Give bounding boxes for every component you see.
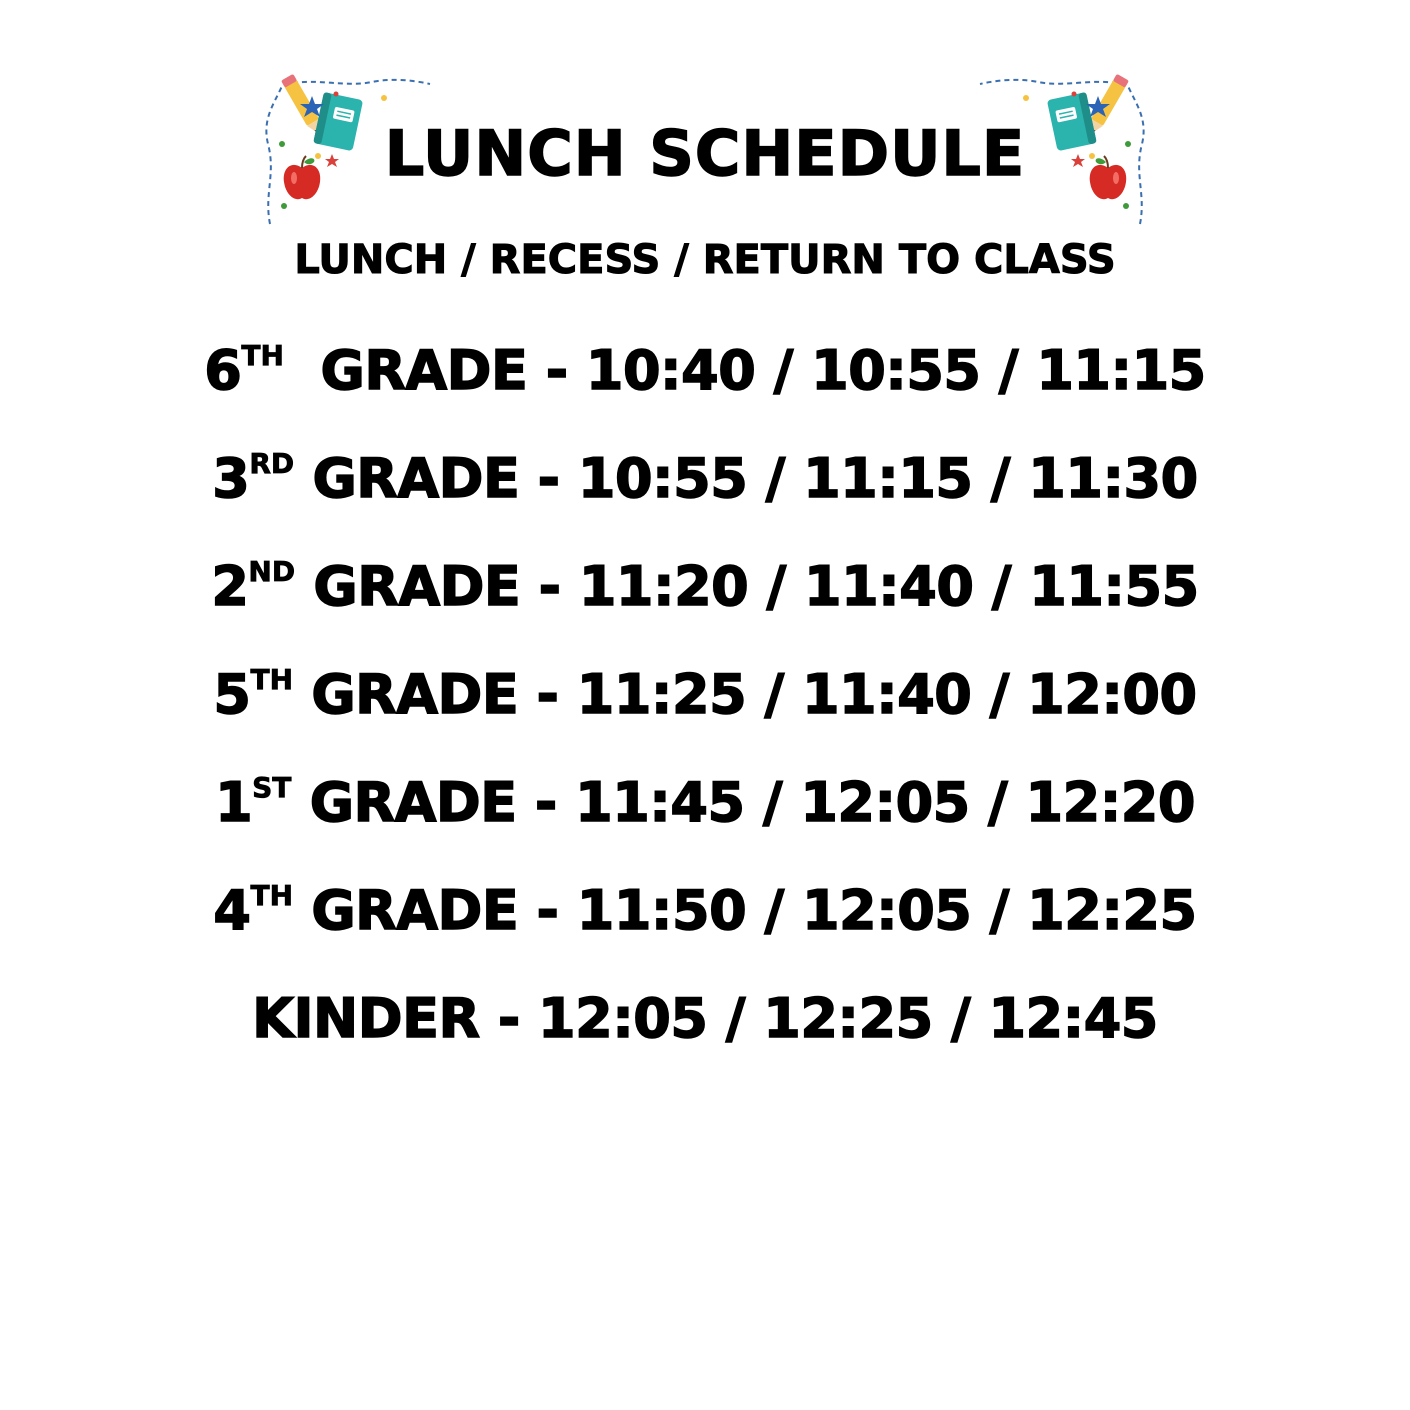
grade-times: GRADE - 10:55 / 11:15 / 11:30 xyxy=(294,447,1198,510)
ordinal-suffix: ND xyxy=(248,555,296,588)
page-title: LUNCH SCHEDULE xyxy=(384,117,1026,190)
schedule-row-kinder xyxy=(0,980,1410,1088)
grade-times: GRADE - 11:20 / 11:40 / 11:55 xyxy=(295,555,1199,618)
grade-number: 3 xyxy=(212,447,250,510)
grade-number: 4 xyxy=(213,879,251,942)
schedule-row-5th-grade xyxy=(0,656,1410,764)
grade-number: 5 xyxy=(213,663,251,726)
grade-times: GRADE - 11:50 / 12:05 / 12:25 xyxy=(293,879,1197,942)
ordinal-suffix: ST xyxy=(252,771,292,804)
schedule-row-6th-grade xyxy=(0,332,1410,440)
grade-times: KINDER - 12:05 / 12:25 / 12:45 xyxy=(252,987,1158,1050)
grade-times: GRADE - 11:45 / 12:05 / 12:20 xyxy=(291,771,1195,834)
grade-number: 1 xyxy=(215,771,253,834)
ordinal-suffix: RD xyxy=(249,447,295,480)
column-legend: LUNCH / RECESS / RETURN TO CLASS xyxy=(294,237,1116,283)
ordinal-suffix: TH xyxy=(250,663,294,696)
ordinal-suffix: TH xyxy=(250,879,294,912)
grade-times: GRADE - 10:40 / 10:55 / 11:15 xyxy=(283,339,1206,402)
schedule-list xyxy=(0,332,1410,1088)
schedule-row-2nd-grade xyxy=(0,548,1410,656)
schedule-row-1st-grade xyxy=(0,764,1410,872)
grade-number: 2 xyxy=(211,555,249,618)
grade-times: GRADE - 11:25 / 11:40 / 12:00 xyxy=(293,663,1197,726)
schedule-row-3rd-grade xyxy=(0,440,1410,548)
schedule-row-4th-grade xyxy=(0,872,1410,980)
grade-number: 6 xyxy=(204,339,242,402)
ordinal-suffix: TH xyxy=(241,339,284,372)
